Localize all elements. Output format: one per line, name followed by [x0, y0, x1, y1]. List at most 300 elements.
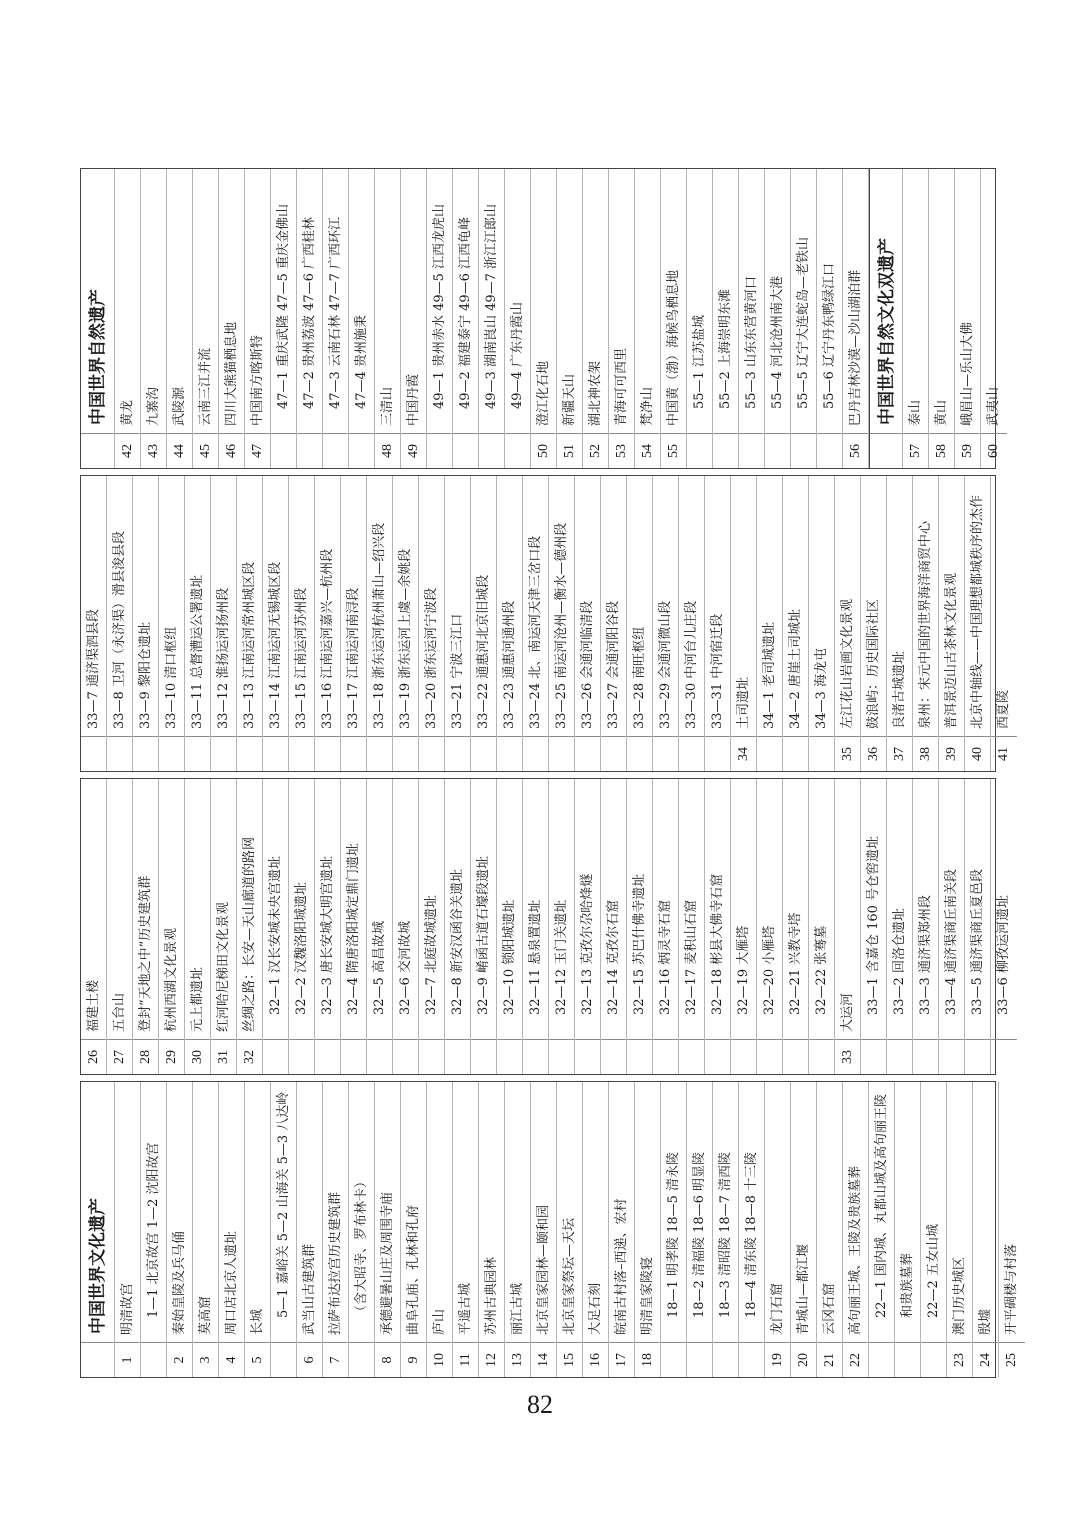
item-number: 19: [765, 1342, 790, 1377]
item-name: 22—2 五女山城: [926, 1224, 941, 1318]
category-heading-row: [81, 169, 115, 468]
table-row: [341, 476, 367, 771]
table-row: [835, 779, 861, 1074]
item-number: 47: [245, 433, 270, 468]
item-name: 22—1 国内城、丸都山城及高句丽王陵: [874, 1094, 889, 1318]
item-number: 32: [237, 1039, 262, 1074]
item-name: 泉州：宋元中国的世界海洋商贸中心: [918, 520, 933, 729]
item-name: 32—8 新安汉函谷关遗址: [450, 869, 465, 1015]
item-name: 云南三江并流: [198, 347, 213, 426]
item-number: 34: [731, 736, 756, 771]
heritage-list-table: [80, 168, 1019, 1378]
item-number: 45: [193, 433, 218, 468]
table-row: [289, 476, 315, 771]
item-number: [783, 1039, 808, 1074]
item-number: [661, 1342, 686, 1377]
item-number: [713, 433, 738, 468]
category-heading: 中国世界文化遗产: [88, 1198, 108, 1334]
item-number: [263, 1039, 288, 1074]
item-name: 55—5 辽宁大连蛇岛—老铁山: [796, 237, 811, 409]
table-row: [731, 779, 757, 1074]
item-number: [523, 1039, 548, 1074]
table-row: [817, 1082, 843, 1377]
item-number: 24: [973, 1342, 998, 1377]
item-name: 湖北神农架: [588, 360, 603, 426]
item-number: 35: [835, 736, 860, 771]
item-number: 12: [479, 1342, 504, 1377]
item-number: [263, 736, 288, 771]
table-row: [271, 169, 297, 468]
table-row: [869, 1082, 895, 1377]
item-name: 49—1 贵州赤水 49—5 江西龙虎山: [432, 203, 447, 409]
category-heading-row: [869, 169, 903, 468]
table-row: [323, 1082, 349, 1377]
item-name: 33—3 通济渠郑州段: [918, 895, 933, 1015]
item-number: [81, 1342, 114, 1377]
item-number: 46: [219, 433, 244, 468]
table-row: [523, 476, 549, 771]
table-row: [887, 476, 913, 771]
item-number: [913, 1039, 938, 1074]
table-row: [297, 169, 323, 468]
table-row: [713, 1082, 739, 1377]
item-number: [870, 433, 902, 468]
item-number: 49: [401, 433, 426, 468]
item-number: 10: [427, 1342, 452, 1377]
category-heading-row: [81, 1082, 115, 1377]
item-number: 26: [81, 1039, 106, 1074]
item-number: 15: [557, 1342, 582, 1377]
item-name: 32—4 隋唐洛阳城定鼎门遗址: [346, 843, 361, 1015]
table-row: [531, 1082, 557, 1377]
item-name: 33—22 通惠河北京旧城段: [476, 574, 491, 729]
item-number: [393, 736, 418, 771]
item-name: 32—3 唐长安城大明宫遗址: [320, 856, 335, 1015]
item-number: [471, 1039, 496, 1074]
item-number: [965, 1039, 990, 1074]
item-number: 20: [791, 1342, 816, 1377]
item-name: 庐山: [432, 1308, 447, 1335]
item-name: 1—1 北京故宫 1—2 沈阳故宫: [146, 1142, 161, 1318]
item-number: [133, 736, 158, 771]
item-name: 元上都遗址: [190, 966, 205, 1032]
table-row: [133, 779, 159, 1074]
table-row: [367, 779, 393, 1074]
item-number: [107, 736, 132, 771]
table-block-cultural-2: [80, 778, 1011, 1075]
item-name: 33—8 卫河（永济渠）滑县浚县段: [112, 531, 127, 729]
item-number: 22: [843, 1342, 868, 1377]
item-number: [765, 433, 790, 468]
item-name: 土司遗址: [736, 676, 751, 729]
table-row: [757, 476, 783, 771]
item-name: 苏州古典园林: [484, 1256, 499, 1335]
item-name: 丽江古城: [510, 1282, 525, 1335]
item-name: 32—5 高昌故城: [372, 921, 387, 1015]
item-number: 55: [661, 433, 686, 468]
item-name: 32—16 炳灵寺石窟: [658, 899, 673, 1015]
item-name: 三清山: [380, 386, 395, 426]
table-row: [505, 1082, 531, 1377]
table-row: [861, 779, 887, 1074]
table-block-cultural-3: [80, 475, 1011, 772]
table-row: [757, 779, 783, 1074]
table-row: [185, 476, 211, 771]
item-number: [315, 736, 340, 771]
table-row: [913, 476, 939, 771]
item-name: 大运河: [840, 992, 855, 1032]
table-row: [687, 169, 713, 468]
item-number: [921, 1342, 946, 1377]
table-row: [237, 779, 263, 1074]
item-number: [739, 433, 764, 468]
item-number: 38: [913, 736, 938, 771]
table-row: [731, 476, 757, 771]
item-name: 周口店北京人遗址: [224, 1230, 239, 1335]
item-number: 14: [531, 1342, 556, 1377]
item-name: 皖南古村落–西递、宏村: [614, 1198, 629, 1335]
table-row: [921, 1082, 947, 1377]
table-row: [167, 1082, 193, 1377]
item-name: 33—28 南旺枢纽: [632, 626, 647, 729]
item-number: 41: [991, 736, 1017, 771]
item-name: 北京皇家祭坛—天坛: [562, 1217, 577, 1335]
item-name: 33—7 通济渠泗县段: [86, 609, 101, 729]
item-name: 丝绸之路：长安—天山廊道的路网: [242, 836, 257, 1032]
table-row: [765, 169, 791, 468]
item-name: 黄龙: [120, 399, 135, 426]
table-row: [115, 169, 141, 468]
item-number: 42: [115, 433, 140, 468]
item-number: 44: [167, 433, 192, 468]
item-number: 33: [835, 1039, 860, 1074]
item-name: 开平碉楼与村落: [1004, 1243, 1019, 1335]
item-number: [523, 736, 548, 771]
item-name: 33—2 回洛仓遗址: [892, 908, 907, 1015]
item-name: 32—19 大雁塔: [736, 925, 751, 1015]
item-number: 9: [401, 1342, 426, 1377]
item-number: [427, 433, 452, 468]
item-name: 西夏陵: [996, 689, 1011, 729]
table-row: [375, 1082, 401, 1377]
item-name: 和贵族墓葬: [900, 1252, 915, 1318]
item-name: 中国南方喀斯特: [250, 334, 265, 426]
table-row: [453, 1082, 479, 1377]
item-number: [289, 736, 314, 771]
item-name: 龙门石窟: [770, 1282, 785, 1335]
table-row: [401, 1082, 427, 1377]
item-number: [289, 1039, 314, 1074]
table-row: [323, 169, 349, 468]
item-name: 秦始皇陵及兵马俑: [172, 1230, 187, 1335]
item-number: [479, 433, 504, 468]
item-number: 11: [453, 1342, 478, 1377]
item-name: 峨眉山—乐山大佛: [960, 321, 975, 426]
table-row: [245, 169, 271, 468]
table-row: [479, 169, 505, 468]
item-name: 34—2 唐崖土司城址: [788, 609, 803, 729]
item-number: [687, 433, 712, 468]
table-row: [219, 169, 245, 468]
item-name: 18—1 明孝陵 18—5 清永陵: [666, 1151, 681, 1318]
table-row: [445, 779, 471, 1074]
item-number: [341, 736, 366, 771]
item-name: 33—13 江南运河常州城区段: [242, 561, 257, 729]
item-number: [627, 736, 652, 771]
item-name: 梵净山: [640, 386, 655, 426]
item-number: 36: [861, 736, 886, 771]
item-name: （含大昭寺、罗布林卡）: [354, 1174, 369, 1318]
item-name: 新疆天山: [562, 373, 577, 426]
item-name: 18—4 清东陵 18—8 十三陵: [744, 1151, 759, 1318]
table-row: [349, 169, 375, 468]
item-number: [679, 1039, 704, 1074]
table-row: [211, 779, 237, 1074]
item-number: [159, 736, 184, 771]
item-name: 中国黄（渤）海候鸟栖息地: [666, 269, 681, 426]
item-number: [497, 736, 522, 771]
item-name: 承德避暑山庄及周围寺庙: [380, 1191, 395, 1335]
item-number: [705, 1039, 730, 1074]
item-name: 33—19 浙东运河上虞—余姚段: [398, 548, 413, 729]
table-row: [939, 476, 965, 771]
item-number: 58: [929, 433, 954, 468]
table-row: [401, 169, 427, 468]
item-name: 32—20 小雁塔: [762, 925, 777, 1015]
item-number: 1: [115, 1342, 140, 1377]
item-name: 55—2 上海崇明东滩: [718, 289, 733, 409]
table-row: [167, 169, 193, 468]
item-name: 47—3 云南石林 47—7 广西环江: [328, 216, 343, 409]
item-name: 33—9 黎阳仓遗址: [138, 622, 153, 729]
item-number: [739, 1342, 764, 1377]
item-number: [783, 736, 808, 771]
table-row: [965, 476, 991, 771]
table-row: [705, 779, 731, 1074]
table-row: [159, 476, 185, 771]
item-name: 北京皇家园林—颐和园: [536, 1204, 551, 1335]
item-name: 黄山: [934, 399, 949, 426]
item-name: 18—3 清昭陵 18—7 清西陵: [718, 1151, 733, 1318]
table-row: [601, 476, 627, 771]
table-row: [809, 779, 835, 1074]
table-row: [219, 1082, 245, 1377]
item-name: 33—5 通济渠商丘夏邑段: [970, 869, 985, 1015]
item-number: 54: [635, 433, 660, 468]
item-name: 武夷山: [986, 386, 1001, 426]
table-row: [393, 779, 419, 1074]
table-row: [557, 169, 583, 468]
item-name: 澳门历史城区: [952, 1256, 967, 1335]
item-name: 福建土楼: [86, 979, 101, 1032]
item-name: 登封“天地之中”历史建筑群: [138, 875, 153, 1032]
item-number: [653, 736, 678, 771]
item-number: [81, 433, 114, 468]
table-row: [627, 779, 653, 1074]
table-row: [687, 1082, 713, 1377]
item-name: 曲阜孔庙、孔林和孔府: [406, 1204, 421, 1335]
table-row: [653, 476, 679, 771]
item-number: 17: [609, 1342, 634, 1377]
item-name: 33—24 北、南运河天津三岔口段: [528, 535, 543, 729]
item-number: [757, 736, 782, 771]
item-number: 57: [903, 433, 928, 468]
item-number: 25: [999, 1342, 1025, 1377]
table-row: [557, 1082, 583, 1377]
item-name: 33—23 通惠河通州段: [502, 600, 517, 729]
table-row: [141, 1082, 167, 1377]
item-name: 32—13 克孜尔尕哈烽燧: [580, 873, 595, 1015]
item-number: 31: [211, 1039, 236, 1074]
table-row: [427, 1082, 453, 1377]
item-number: [271, 1342, 296, 1377]
item-number: [315, 1039, 340, 1074]
table-row: [765, 1082, 791, 1377]
category-heading: 中国世界自然遗产: [88, 289, 108, 425]
table-row: [817, 169, 843, 468]
rotated-table-content: [80, 168, 1019, 1378]
item-name: 明清故宫: [120, 1282, 135, 1335]
table-row: [107, 779, 133, 1074]
item-number: 2: [167, 1342, 192, 1377]
item-name: 良渚古城遗址: [892, 650, 907, 729]
table-row: [955, 169, 981, 468]
table-row: [271, 1082, 297, 1377]
table-row: [341, 779, 367, 1074]
item-name: 55—1 江苏盐城: [692, 315, 707, 409]
item-name: 大足石刻: [588, 1282, 603, 1335]
item-name: 33—14 江南运河无锡城区段: [268, 561, 283, 729]
table-row: [713, 169, 739, 468]
item-number: [713, 1342, 738, 1377]
item-number: [575, 736, 600, 771]
table-row: [835, 476, 861, 771]
item-number: [869, 1342, 894, 1377]
item-number: 52: [583, 433, 608, 468]
table-row: [419, 476, 445, 771]
item-number: 6: [297, 1342, 322, 1377]
item-name: 32—17 麦积山石窟: [684, 899, 699, 1015]
item-name: 49—2 福建泰宁 49—6 江西龟峰: [458, 216, 473, 409]
table-row: [791, 1082, 817, 1377]
table-row: [523, 779, 549, 1074]
table-row: [445, 476, 471, 771]
item-number: 7: [323, 1342, 348, 1377]
table-row: [653, 779, 679, 1074]
item-number: [757, 1039, 782, 1074]
item-number: [809, 1039, 834, 1074]
table-row: [583, 169, 609, 468]
item-name: 33—17 江南运河南浔段: [346, 587, 361, 729]
table-row: [843, 169, 869, 468]
table-row: [739, 1082, 765, 1377]
item-number: [895, 1342, 920, 1377]
table-row: [861, 476, 887, 771]
table-row: [471, 476, 497, 771]
item-number: 56: [843, 433, 868, 468]
item-name: 49—4 广东丹霞山: [510, 302, 525, 409]
table-row: [679, 779, 705, 1074]
table-row: [635, 169, 661, 468]
item-name: 明清皇家陵寝: [640, 1256, 655, 1335]
item-number: [809, 736, 834, 771]
item-number: [419, 736, 444, 771]
table-row: [627, 476, 653, 771]
item-name: 青海可可西里: [614, 347, 629, 426]
item-name: 5—1 嘉峪关 5—2 山海关 5—3 八达岭: [276, 1091, 291, 1318]
table-row: [81, 779, 107, 1074]
item-number: 28: [133, 1039, 158, 1074]
table-row: [939, 779, 965, 1074]
item-number: [271, 433, 296, 468]
item-number: [349, 433, 374, 468]
item-name: 47—1 重庆武隆 47—5 重庆金佛山: [276, 203, 291, 409]
table-row: [315, 476, 341, 771]
item-name: 普洱景迈山古茶林文化景观: [944, 572, 959, 729]
item-name: 32—9 崤函古道石壕段遗址: [476, 856, 491, 1015]
item-name: 33—18 浙东运河杭州萧山—绍兴段: [372, 522, 387, 729]
item-name: 云冈石窟: [822, 1282, 837, 1335]
item-name: 18—2 清福陵 18—6 明显陵: [692, 1151, 707, 1318]
item-name: 47—2 贵州荔波 47—6 广西桂林: [302, 216, 317, 409]
item-number: [939, 1039, 964, 1074]
item-number: [705, 736, 730, 771]
item-number: 30: [185, 1039, 210, 1074]
item-number: [601, 736, 626, 771]
table-row: [263, 779, 289, 1074]
item-name: 33—11 总督漕运公署遗址: [190, 574, 205, 729]
table-row: [185, 779, 211, 1074]
item-number: [653, 1039, 678, 1074]
table-row: [245, 1082, 271, 1377]
item-name: 33—20 浙东运河宁波段: [424, 587, 439, 729]
table-row: [141, 169, 167, 468]
item-number: [393, 1039, 418, 1074]
table-row: [315, 779, 341, 1074]
item-number: 59: [955, 433, 980, 468]
table-row: [419, 779, 445, 1074]
item-name: 武陵源: [172, 386, 187, 426]
item-name: 49—3 湖南崀山 49—7 浙江江郎山: [484, 203, 499, 409]
item-number: [497, 1039, 522, 1074]
table-row: [575, 476, 601, 771]
item-number: [575, 1039, 600, 1074]
item-name: 33—29 会通河微山段: [658, 600, 673, 729]
item-number: [687, 1342, 712, 1377]
item-name: 武当山古建筑群: [302, 1243, 317, 1335]
table-row: [739, 169, 765, 468]
item-number: [791, 433, 816, 468]
table-row: [375, 169, 401, 468]
table-row: [991, 476, 1017, 771]
table-row: [237, 476, 263, 771]
table-row: [81, 476, 107, 771]
table-row: [661, 169, 687, 468]
item-number: [367, 1039, 392, 1074]
item-number: [627, 1039, 652, 1074]
item-name: 33—26 会通河临清段: [580, 600, 595, 729]
item-name: 32—7 北庭故城遗址: [424, 895, 439, 1015]
item-number: [991, 1039, 1017, 1074]
item-number: 4: [219, 1342, 244, 1377]
item-name: 33—21 宁波三江口: [450, 613, 465, 729]
table-row: [193, 1082, 219, 1377]
item-number: [887, 1039, 912, 1074]
item-number: [141, 1342, 166, 1377]
table-row: [791, 169, 817, 468]
item-number: [81, 736, 106, 771]
table-row: [895, 1082, 921, 1377]
